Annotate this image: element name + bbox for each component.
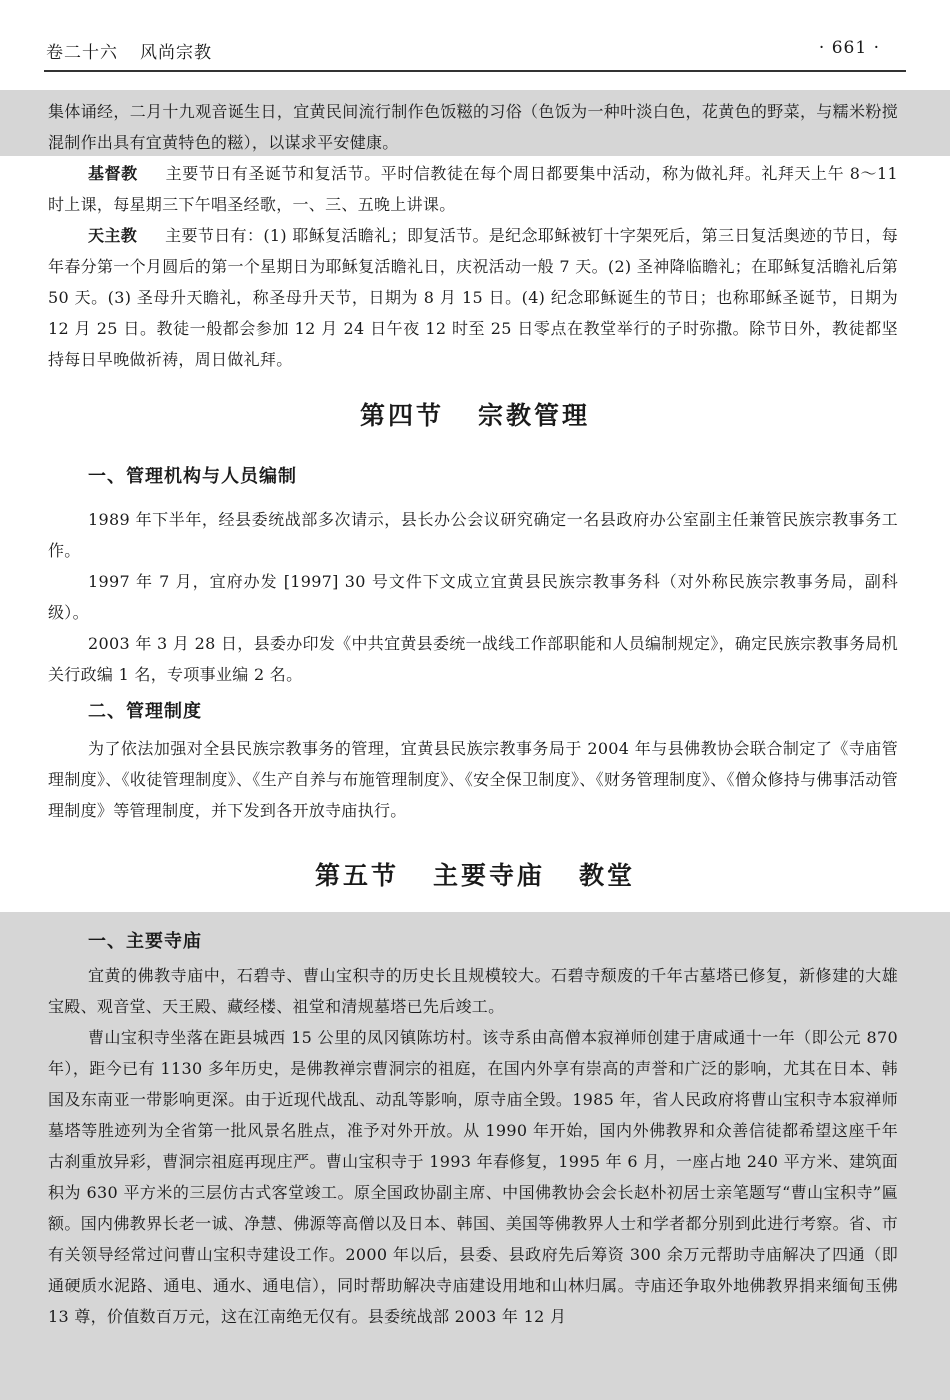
chapter-title: 风尚宗教 <box>140 43 212 63</box>
section-4-name: 宗教管理 <box>478 401 591 430</box>
christianity-paragraph <box>48 158 898 220</box>
paragraph-temples-overview: 宜黄的佛教寺庙中，石碧寺、曹山宝积寺的历史长且规模较大。石碧寺颓废的千年古墓塔已修复，新修建的大雄宝殿、观音堂、天王殿、藏经楼、祖堂和清规墓塔已先后竣工。 <box>48 966 898 1016</box>
paragraph-1989: 1989 年下半年，经县委统战部多次请示，县长办公会议研究确定一名县政府办公室副主任兼管民族宗教事务工作。 <box>48 510 898 560</box>
subheading-management-system: 二、管理制度 <box>88 701 202 722</box>
catholicism-paragraph <box>48 220 898 375</box>
section-5-number: 第五节 <box>314 861 399 890</box>
paragraph-management-system: 为了依法加强对全县民族宗教事务的管理，宜黄县民族宗教事务局于 2004 年与县佛教协会联合制定了《寺庙管理制度》、《收徒管理制度》、《生产自养与布施管理制度》、《安全保卫制度》、《财务管理制度》、《僧众修持与佛事活动管理制度》等管理制度，并下发到各开放寺庙执行。 <box>48 739 898 820</box>
page-number: · 661 · <box>818 38 880 58</box>
subheading-main-temples: 一、主要寺庙 <box>88 931 202 952</box>
christianity-label: 基督教 <box>88 164 138 183</box>
running-header <box>46 38 234 63</box>
section-4-title <box>0 396 950 432</box>
paragraph-caoshan-baoji: 曹山宝积寺坐落在距县城西 15 公里的凤冈镇陈坊村。该寺系由高僧本寂禅师创建于唐咸通十一年（即公元 870 年），距今已有 1130 多年历史，是佛教禅宗曹洞宗的祖庭，在国内外享有崇高的声誉和广泛的影响，尤其在日本、韩国及东南亚一带影响更深。由于近现代战乱、动乱等影响，原寺庙全毁。1985 年，省人民政府将曹山宝积寺本寂禅师墓塔等胜迹列为全省第一批风景名胜点，准予对外开放。从 1990 年开始，国内外佛教界和众善信徒都希望这座千年古刹重放异彩，曹洞宗祖庭再现庄严。曹山宝积寺于 1993 年春修复，1995 年 6 月，一座占地 240 平方米、建筑面积为 630 平方米的三层仿古式客堂竣工。原全国政协副主席、中国佛教协会会长赵朴初居士亲笔题写“曹山宝积寺”匾额。国内佛教界长老一诚、净慧、佛源等高僧以及日本、韩国、美国等佛教界人士和学者都分别到此进行考察。省、市有关领导经常过问曹山宝积寺建设工作。2000 年以后，县委、县政府先后筹资 300 余万元帮助寺庙解决了四通（即通硬质水泥路、通电、通水、通电信），同时帮助解决寺庙建设用地和山林归属。寺庙还争取外地佛教界捐来缅甸玉佛 13 尊，价值数百万元，这在江南绝无仅有。县委统战部 2003 年 12 月 <box>48 1028 898 1326</box>
catholicism-text: 主要节日有：(1) 耶稣复活瞻礼；即复活节。是纪念耶稣被钉十字架死后，第三日复活奥迹的节日，每年春分第一个月圆后的第一个星期日为耶稣复活瞻礼日，庆祝活动一般 7 天。(2) 圣神降临瞻礼；在耶稣复活瞻礼后第 50 天。(3) 圣母升天瞻礼，称圣母升天节，日期为 8 月 15 日。(4) 纪念耶稣诞生的节日；也称耶稣圣诞节，日期为 12 月 25 日。教徒一般都会参加 12 月 24 日午夜 12 时至 25 日零点在教堂举行的子时弥撒。除节日外，教徒都坚持每日早晚做祈祷，周日做礼拜。 <box>48 226 898 369</box>
christianity-text: 主要节日有圣诞节和复活节。平时信教徒在每个周日都要集中活动，称为做礼拜。礼拜天上午 8～11 时上课，每星期三下午唱圣经歌，一、三、五晚上讲课。 <box>48 164 898 214</box>
volume-label: 卷二十六 <box>46 43 118 63</box>
section-5-name-temples: 主要寺庙 <box>432 861 545 890</box>
paragraph-1997: 1997 年 7 月，宜府办发 [1997] 30 号文件下文成立宜黄县民族宗教事务科（对外称民族宗教事务局，副科级）。 <box>48 572 898 622</box>
subheading-management-bodies: 一、管理机构与人员编制 <box>88 466 297 487</box>
section-5-name-churches: 教堂 <box>579 861 636 890</box>
catholicism-label: 天主教 <box>88 226 138 245</box>
section-5-title <box>0 856 950 892</box>
continued-paragraph: 集体诵经，二月十九观音诞生日，宜黄民间流行制作色饭糍的习俗（色饭为一种叶淡白色，花黄色的野菜，与糯米粉搅混制作出具有宜黄特色的糍），以谋求平安健康。 <box>48 102 898 152</box>
section-4-number: 第四节 <box>359 401 444 430</box>
paragraph-2003: 2003 年 3 月 28 日，县委办印发《中共宜黄县委统一战线工作部职能和人员编制规定》，确定民族宗教事务局机关行政编 1 名，专项事业编 2 名。 <box>48 634 898 684</box>
header-rule <box>44 70 906 72</box>
